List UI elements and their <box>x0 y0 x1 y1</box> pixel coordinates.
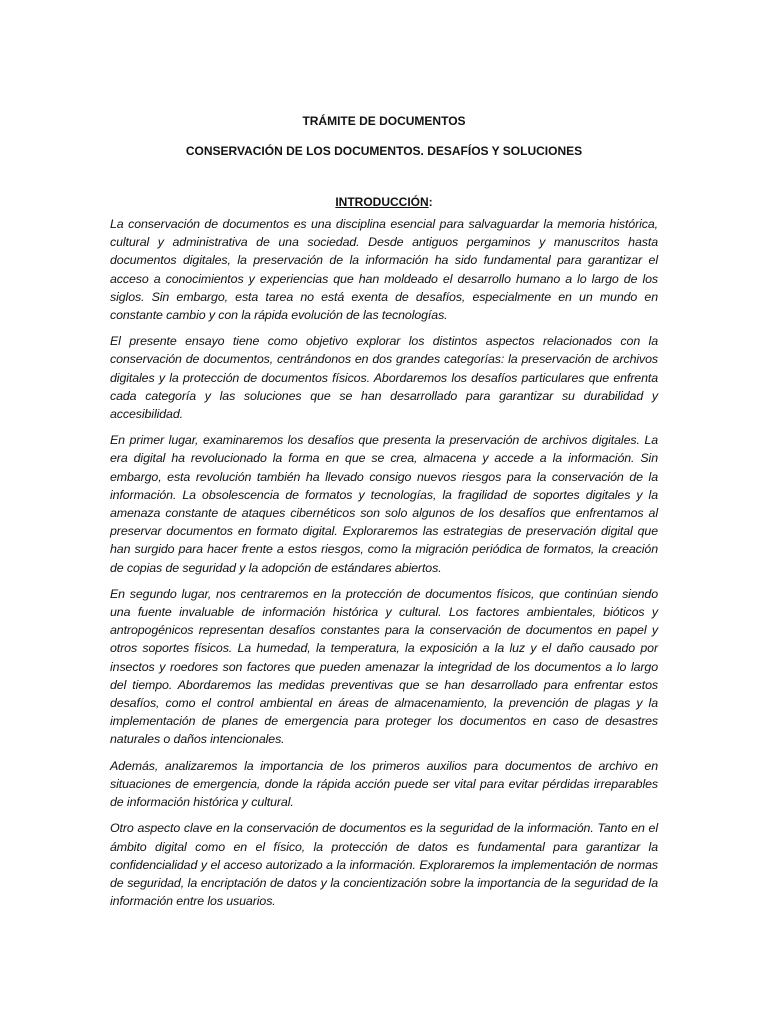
section-heading-introduccion <box>110 194 658 210</box>
paragraph-2: El presente ensayo tiene como objetivo explorar los distintos aspectos relacionados con la conservación de documentos, centrándonos en dos grandes categorías: la preservación de archivos digitales y la protección de documentos físicos. Abordaremos los desafíos particulares que enfrenta cada categoría y las soluciones que se han desarrollado para garantizar su durabilidad y accesibilidad. <box>110 334 658 422</box>
paragraph-4: En segundo lugar, nos centraremos en la protección de documentos físicos, que continúan siendo una fuente invaluable de información histórica y cultural. Los factores ambientales, bióticos y antropogénicos representan desafíos constantes para la conservación de documentos en papel y otros soportes físicos. La humedad, la temperatura, la exposición a la luz y el daño causado por insectos y roedores son factores que pueden amenazar la integridad de los documentos a lo largo del tiempo. Abordaremos las medidas preventivas que se han desarrollado para enfrentar estos desafíos, como el control ambiental en áreas de almacenamiento, la prevención de plagas y la implementación de planes de emergencia para proteger los documentos en caso de desastres naturales o daños intencionales. <box>110 586 658 747</box>
document-page <box>110 113 658 910</box>
document-subtitle: CONSERVACIÓN DE LOS DOCUMENTOS. DESAFÍOS Y SOLUCIONES <box>185 144 583 158</box>
paragraph-5: Además, analizaremos la importancia de los primeros auxilios para documentos de archivo en situaciones de emergencia, donde la rápida acción puede ser vital para evitar pérdidas irreparables de información histórica y cultural. <box>110 758 658 810</box>
section-heading-colon: : <box>428 195 433 209</box>
paragraph-3: En primer lugar, examinaremos los desafíos que presenta la preservación de archivos digitales. La era digital ha revolucionado la forma en que se crea, almacena y accede a la información. Sin embargo, esta revolución también ha llevado consigo nuevos riesgos para la conservación de la información. La obsolescencia de formatos y tecnologías, la fragilidad de soportes digitales y la amenaza constante de ataques cibernéticos son solo algunos de los desafíos que enfrentamos al preservar documentos en formato digital. Exploraremos las estrategias de preservación digital que han surgido para hacer frente a estos riesgos, como la migración periódica de formatos, la creación de copias de seguridad y la adopción de estándares abiertos. <box>110 433 658 575</box>
document-title: TRÁMITE DE DOCUMENTOS <box>302 114 466 128</box>
section-heading-text: INTRODUCCIÓN <box>335 195 429 209</box>
paragraph-1: La conservación de documentos es una disciplina esencial para salvaguardar la memoria histórica, cultural y administrativa de una sociedad. Desde antiguos pergaminos y manuscritos hasta documentos digitales, la preservación de la información ha sido fundamental para garantizar el acceso a conocimientos y experiencias que han moldeado el desarrollo humano a lo largo de los siglos. Sin embargo, esta tarea no está exenta de desafíos, especialmente en un mundo en constante cambio y con la rápida evolución de las tecnologías. <box>110 217 658 323</box>
paragraph-6: Otro aspecto clave en la conservación de documentos es la seguridad de la información. Tanto en el ámbito digital como en el físico, la protección de datos es fundamental para garantizar la confidencialidad y el acceso autorizado a la información. Exploraremos la implementación de normas de seguridad, la encriptación de datos y la concientización sobre la importancia de la seguridad de la información entre los usuarios. <box>110 821 658 909</box>
